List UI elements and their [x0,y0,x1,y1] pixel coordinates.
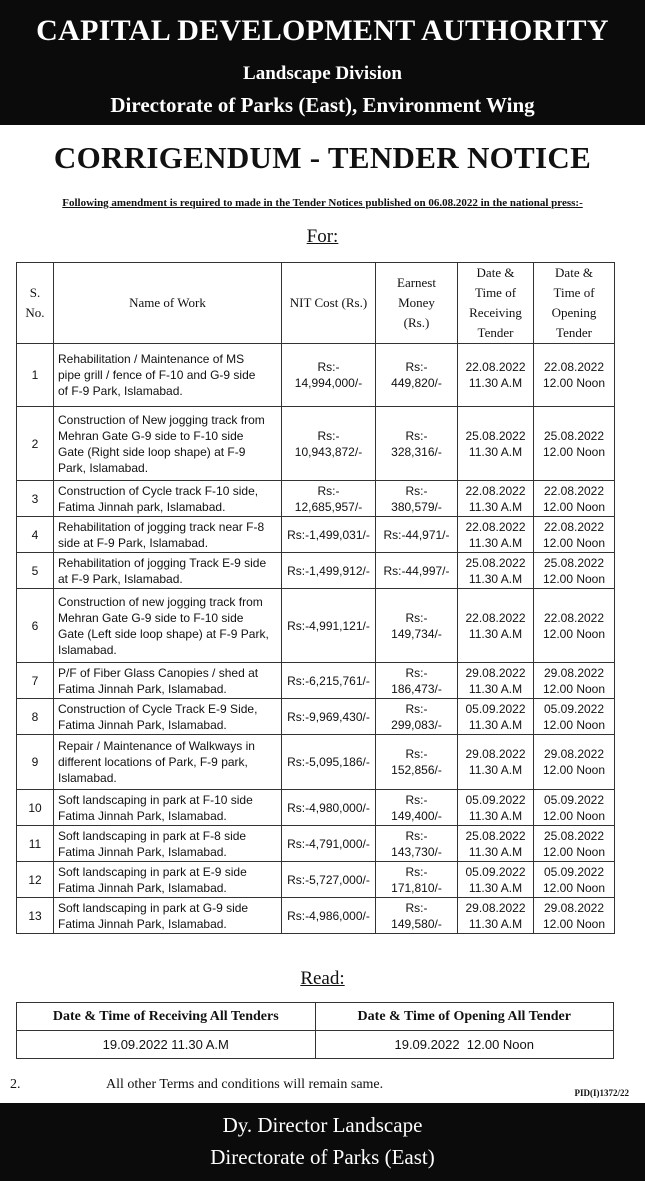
table-row [17,553,615,589]
cell-earnest-money-line: Rs:- [405,360,428,374]
cell-earnest-money-line: Rs:- [405,428,428,443]
cell-nit-cost-line: Rs:-4,986,000/- [287,908,370,923]
cell-earnest-money-line: 149,580/- [391,916,442,931]
cell-nit-cost [282,344,376,407]
cell-sno: 8 [17,699,54,735]
cell-work-line: of F-9 Park, Islamabad. [58,384,183,398]
cell-sno: 1 [17,344,54,407]
col-header-earnest-money [376,263,458,344]
cell-sno: 4 [17,517,54,553]
cell-opening-line: 22.08.2022 [543,519,605,534]
cell-earnest-money-line: Rs:- [405,701,428,716]
cell-work-line: Construction of Cycle Track E-9 Side, [58,701,258,716]
cell-work [54,663,282,699]
cell-work-line: P/F of Fiber Glass Canopies / shed at [58,665,259,680]
cell-work-line: Fatima Jinnah Park, Islamabad. [58,880,227,895]
cell-receiving [458,589,534,663]
cell-opening-line: 12.00 Noon [542,444,606,459]
table-row [17,407,615,481]
cell-work-line: Park, Islamabad. [58,460,149,475]
cell-earnest-money [376,663,458,699]
cell-work-line: Construction of new jogging track from [58,594,263,609]
header-line: Date & [476,265,515,280]
cell-receiving-line: 29.08.2022 [465,747,526,761]
col-header-name-of-work: Name of Work [54,263,282,344]
cell-opening-line: 12.00 Noon [542,681,606,696]
cell-work-line: Gate (Left side loop shape) at F-9 Park, [58,626,269,641]
cell-nit-cost-line: Rs:-4,991,121/- [287,618,370,633]
cell-earnest-money-line: Rs:-44,997/- [383,563,450,578]
table-row [17,589,615,663]
cell-work-line: Fatima Jinnah park, Islamabad. [58,499,226,514]
notice-title: CORRIGENDUM - TENDER NOTICE [53,140,592,175]
cell-nit-cost [282,790,376,826]
cell-earnest-money-line: 449,820/- [391,376,442,390]
cell-earnest-money-line: Rs:- [405,828,428,843]
header-line: Tender [556,325,592,340]
cell-opening-line: 25.08.2022 [543,828,605,843]
cell-earnest-money-line: 171,810/- [391,880,442,895]
cell-sno: 11 [17,826,54,862]
cell-opening [534,790,615,826]
cell-opening [534,862,615,898]
cell-earnest-money-line: Rs:- [405,665,428,680]
cell-earnest-money-line: 186,473/- [391,681,442,696]
tender-table [16,262,615,934]
header-banner [0,0,645,125]
note-text: All other Terms and conditions will remain same. [106,1077,384,1092]
cell-earnest-money [376,735,458,790]
header-line: S. [29,285,41,300]
cell-opening-line: 05.09.2022 [543,701,605,716]
cell-earnest-money [376,826,458,862]
header-line: Opening [551,305,597,320]
cell-opening-line: 12.00 Noon [542,763,606,777]
cell-receiving [458,699,534,735]
cell-nit-cost-line: Rs:-4,980,000/- [287,800,370,815]
cell-nit-cost [282,481,376,517]
cell-opening-line: 12.00 Noon [542,808,606,823]
cell-sno: 2 [17,407,54,481]
cell-earnest-money-line: 380,579/- [391,499,442,514]
cell-work-line: Mehran Gate G-9 side to F-10 side [58,610,244,625]
cell-receiving-line: 22.08.2022 [465,360,526,374]
cell-work-line: at F-9 Park, Islamabad. [58,571,183,586]
cell-work [54,553,282,589]
cell-earnest-money-line: Rs:- [405,610,428,625]
cell-opening [534,735,615,790]
cell-work-line: Islamabad. [58,771,117,785]
cell-work-line: pipe grill / fence of F-10 and G-9 side [58,368,256,382]
cell-nit-cost [282,735,376,790]
cell-earnest-money-line: 149,400/- [391,808,442,823]
cell-receiving-line: 22.08.2022 [465,610,526,625]
cell-earnest-money-line: 152,856/- [391,763,442,777]
cell-work-line: Rehabilitation of jogging track near F-8 [58,519,265,534]
cell-receiving-line: 25.08.2022 [465,555,526,570]
table-row [17,663,615,699]
cell-sno: 13 [17,898,54,934]
cell-earnest-money [376,344,458,407]
cell-earnest-money [376,862,458,898]
cell-nit-cost-line: 12,685,957/- [294,499,363,514]
cell-receiving-line: 11.30 A.M [468,844,523,859]
cell-sno: 5 [17,553,54,589]
cell-work [54,735,282,790]
table-row [17,481,615,517]
cell-receiving-line: 11.30 A.M [468,808,523,823]
cell-nit-cost [282,663,376,699]
table-row [17,826,615,862]
cell-opening-line: 12.00 Noon [542,571,606,586]
cell-receiving [458,735,534,790]
cell-work-line: Soft landscaping in park at F-8 side [58,828,247,843]
cell-work-line: Fatima Jinnah Park, Islamabad. [58,844,227,859]
table-row [17,699,615,735]
cell-nit-cost [282,517,376,553]
cell-receiving [458,862,534,898]
cell-earnest-money-line: 149,734/- [391,626,442,641]
cell-opening [534,898,615,934]
cell-nit-cost-line: Rs:- [317,428,340,443]
amendment-note: Following amendment is required to made in the Tender Notices published on 06.08.2022 in the national press:- [62,197,583,209]
cell-opening [534,517,615,553]
col-header-nit-cost: NIT Cost (Rs.) [282,263,376,344]
col-header-receiving [458,263,534,344]
cell-receiving [458,898,534,934]
directorate-name: Directorate of Parks (East), Environment Wing [110,93,535,117]
cell-receiving [458,517,534,553]
header-line: Money [398,295,435,310]
cell-opening-line: 22.08.2022 [543,610,605,625]
cell-receiving-line: 29.08.2022 [465,665,526,680]
cell-nit-cost-line: Rs:- [317,360,340,374]
cell-receiving [458,663,534,699]
tender-table-body [17,344,615,934]
cell-nit-cost-line: Rs:-9,969,430/- [287,709,370,724]
cell-nit-cost-line: 10,943,872/- [294,444,363,459]
read-table-header-row [17,1003,614,1031]
cell-work-line: Fatima Jinnah Park, Islamabad. [58,681,227,696]
cell-work [54,481,282,517]
read-table [16,1002,614,1059]
cell-receiving [458,481,534,517]
cell-work [54,826,282,862]
cell-opening [534,663,615,699]
cell-receiving [458,826,534,862]
cell-earnest-money [376,898,458,934]
cell-work [54,898,282,934]
cell-work-line: Construction of New jogging track from [58,412,265,427]
cell-sno: 7 [17,663,54,699]
cell-earnest-money [376,481,458,517]
read-receiving-header: Date & Time of Receiving All Tenders [17,1003,316,1031]
cell-earnest-money [376,589,458,663]
cell-earnest-money [376,407,458,481]
cell-work-line: Mehran Gate G-9 side to F-10 side [58,428,244,443]
organization-name: CAPITAL DEVELOPMENT AUTHORITY [36,14,609,47]
cell-opening-line: 22.08.2022 [543,483,605,498]
cell-opening [534,481,615,517]
cell-opening-line: 12.00 Noon [542,499,606,514]
cell-work-line: Islamabad. [58,642,117,657]
cell-receiving [458,553,534,589]
header-line: (Rs.) [403,315,430,330]
col-header-sno [17,263,54,344]
cell-work-line: Rehabilitation of jogging Track E-9 side [58,555,267,570]
pid-code: PID(I)1372/22 [574,1088,629,1098]
cell-receiving-line: 11.30 A.M [468,535,523,550]
read-table-value-row [17,1031,614,1059]
cell-opening [534,553,615,589]
cell-nit-cost-line: Rs:-6,215,761/- [287,673,370,688]
cell-earnest-money-line: Rs:- [405,747,428,761]
cell-earnest-money-line: Rs:-44,971/- [383,527,450,542]
cell-opening-line: 12.00 Noon [542,626,606,641]
cell-receiving-line: 22.08.2022 [465,519,526,534]
cell-receiving [458,344,534,407]
cell-receiving-line: 11.30 A.M [468,681,523,696]
cell-work [54,517,282,553]
cell-work-line: Rehabilitation / Maintenance of MS [58,352,245,366]
cell-work [54,790,282,826]
cell-earnest-money-line: Rs:- [405,864,428,879]
header-line: Time of [553,285,595,300]
cell-sno: 6 [17,589,54,663]
for-label: For: [306,226,339,247]
cell-sno: 12 [17,862,54,898]
cell-work-line: Fatima Jinnah Park, Islamabad. [58,916,227,931]
header-line: Tender [477,325,514,340]
cell-nit-cost [282,826,376,862]
footer-banner [0,1103,645,1181]
cell-receiving-line: 05.09.2022 [465,701,526,716]
cell-receiving-line: 05.09.2022 [465,864,526,879]
cell-opening-line: 05.09.2022 [543,792,605,807]
cell-sno: 10 [17,790,54,826]
cell-receiving-line: 11.30 A.M [468,916,523,931]
cell-opening [534,826,615,862]
cell-nit-cost [282,862,376,898]
cell-work-line: Construction of Cycle track F-10 side, [58,483,259,498]
cell-work-line: Repair / Maintenance of Walkways in [58,739,255,753]
cell-work-line: Soft landscaping in park at E-9 side [58,864,247,879]
cell-earnest-money [376,790,458,826]
cell-earnest-money-line: 299,083/- [391,717,442,732]
cell-work [54,862,282,898]
cell-receiving-line: 11.30 A.M [468,376,523,390]
read-opening-header: Date & Time of Opening All Tender [315,1003,614,1031]
cell-opening-line: 29.08.2022 [543,665,605,680]
cell-earnest-money [376,517,458,553]
cell-opening [534,407,615,481]
cell-nit-cost-line: Rs:-1,499,912/- [287,563,370,578]
cell-work-line: Soft landscaping in park at F-10 side [58,792,253,807]
col-header-opening [534,263,615,344]
cell-opening-line: 25.08.2022 [543,555,605,570]
cell-receiving-line: 25.08.2022 [465,428,526,443]
cell-work [54,589,282,663]
cell-receiving-line: 11.30 A.M [468,571,523,586]
cell-earnest-money [376,553,458,589]
header-line: Earnest [397,275,436,290]
cell-opening-line: 12.00 Noon [542,376,606,390]
read-label: Read: [300,968,345,989]
cell-nit-cost-line: Rs:-5,727,000/- [287,872,370,887]
cell-nit-cost-line: 14,994,000/- [294,376,363,390]
cell-nit-cost [282,553,376,589]
cell-opening-line: 25.08.2022 [543,428,605,443]
cell-receiving-line: 25.08.2022 [465,828,526,843]
cell-earnest-money-line: Rs:- [405,900,428,915]
cell-opening-line: 12.00 Noon [542,717,606,732]
cell-receiving-line: 11.30 A.M [468,880,523,895]
cell-receiving-line: 29.08.2022 [465,900,526,915]
cell-nit-cost-line: Rs:- [317,483,340,498]
note-number: 2. [10,1077,21,1092]
cell-receiving [458,407,534,481]
cell-work-line: Gate (Right side loop shape) at F-9 [58,444,246,459]
cell-nit-cost [282,589,376,663]
cell-opening [534,699,615,735]
table-row [17,344,615,407]
cell-opening-line: 12.00 Noon [542,535,606,550]
footer-title: Dy. Director Landscape [222,1113,423,1137]
footer-directorate: Directorate of Parks (East) [210,1145,435,1169]
cell-receiving-line: 11.30 A.M [468,499,523,514]
table-row [17,735,615,790]
cell-opening-line: 05.09.2022 [543,864,605,879]
cell-work [54,407,282,481]
cell-receiving-line: 11.30 A.M [468,626,523,641]
table-header-row [17,263,615,344]
cell-receiving-line: 11.30 A.M [468,763,523,777]
cell-nit-cost-line: Rs:-4,791,000/- [287,836,370,851]
cell-receiving-line: 11.30 A.M [468,444,523,459]
header-line: No. [25,305,45,320]
header-line: Date & [555,265,593,280]
cell-work [54,699,282,735]
cell-opening-line: 12.00 Noon [542,844,606,859]
cell-work-line: Fatima Jinnah Park, Islamabad. [58,808,227,823]
cell-opening-line: 29.08.2022 [543,747,605,761]
cell-receiving-line: 05.09.2022 [465,792,526,807]
cell-nit-cost-line: Rs:-1,499,031/- [287,527,370,542]
cell-earnest-money-line: 143,730/- [391,844,442,859]
cell-work [54,344,282,407]
cell-nit-cost [282,407,376,481]
cell-earnest-money-line: Rs:- [405,792,428,807]
read-opening-value: 19.09.2022 12.00 Noon [315,1031,614,1059]
cell-nit-cost [282,898,376,934]
cell-sno: 3 [17,481,54,517]
cell-opening-line: 29.08.2022 [543,900,605,915]
table-row [17,862,615,898]
cell-sno: 9 [17,735,54,790]
cell-nit-cost [282,699,376,735]
table-row [17,517,615,553]
read-receiving-value: 19.09.2022 11.30 A.M [17,1031,316,1059]
header-line: Time of [474,285,517,300]
header-line: Receiving [469,305,522,320]
cell-earnest-money [376,699,458,735]
cell-receiving-line: 22.08.2022 [465,483,526,498]
cell-work-line: Fatima Jinnah Park, Islamabad. [58,717,227,732]
cell-earnest-money-line: Rs:- [405,483,428,498]
cell-work-line: different locations of Park, F-9 park, [58,755,248,769]
division-name: Landscape Division [243,63,402,84]
cell-work-line: side at F-9 Park, Islamabad. [58,535,209,550]
cell-receiving-line: 11.30 A.M [468,717,523,732]
cell-receiving [458,790,534,826]
table-row [17,898,615,934]
cell-earnest-money-line: 328,316/- [391,444,442,459]
cell-work-line: Soft landscaping in park at G-9 side [58,900,249,915]
cell-opening-line: 12.00 Noon [542,916,606,931]
cell-opening-line: 12.00 Noon [542,880,606,895]
table-row [17,790,615,826]
cell-opening [534,589,615,663]
cell-nit-cost-line: Rs:-5,095,186/- [287,755,370,769]
cell-opening [534,344,615,407]
cell-opening-line: 22.08.2022 [543,360,605,374]
